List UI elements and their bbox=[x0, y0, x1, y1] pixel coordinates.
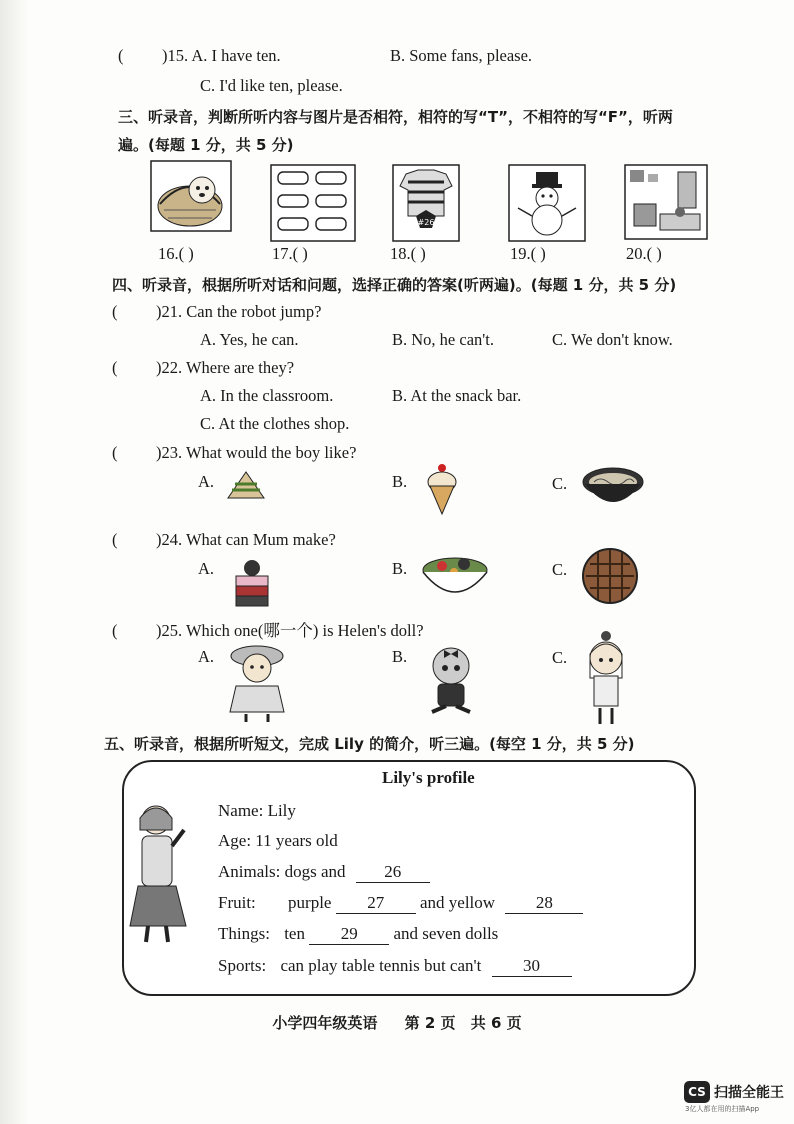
q15-option-b: B. Some fans, please. bbox=[390, 46, 533, 65]
q25-option-c: C. bbox=[552, 648, 568, 667]
profile-animals-row bbox=[218, 862, 430, 883]
question-number: )21. bbox=[156, 302, 183, 321]
fruit-value-purple: purple bbox=[288, 893, 332, 912]
profile-age-row bbox=[218, 831, 338, 851]
section3-title-2: 遍。(每题 1 分，共 5 分) bbox=[118, 136, 294, 154]
answer-paren: ( bbox=[112, 621, 118, 640]
things-value-ten: ten bbox=[284, 924, 305, 943]
camscanner-logo-icon: CS bbox=[684, 1081, 710, 1103]
sandwich-picture bbox=[224, 468, 268, 504]
q24-option-a: A. bbox=[198, 559, 215, 578]
answer-paren: ( bbox=[112, 358, 118, 377]
lily-picture bbox=[128, 802, 194, 948]
animals-value: dogs and bbox=[284, 862, 346, 881]
q22-option-c: C. At the clothes shop. bbox=[200, 414, 350, 433]
camscanner-name: 扫描全能王 bbox=[714, 1085, 784, 1101]
profile-things-row bbox=[218, 924, 498, 945]
q21-option-a: A. Yes, he can. bbox=[200, 330, 299, 349]
doll-b-picture bbox=[424, 642, 478, 722]
q20-label: 20.( ) bbox=[626, 244, 662, 263]
q19-label: 19.( ) bbox=[510, 244, 546, 263]
q23-option-b: B. bbox=[392, 472, 408, 491]
q22-option-b: B. At the snack bar. bbox=[392, 386, 522, 405]
profile-sports-row bbox=[218, 956, 572, 977]
q23-row bbox=[112, 443, 356, 463]
q25-option-a: A. bbox=[198, 647, 215, 666]
section4-title: 四、听录音，根据所听对话和问题，选择正确的答案(听两遍)。(每题 1 分，共 5 分) bbox=[112, 276, 677, 294]
blank-30[interactable]: 30 bbox=[492, 956, 572, 977]
q24-option-b: B. bbox=[392, 559, 408, 578]
name-value: Lily bbox=[267, 801, 296, 820]
question-text: Which one(哪一个) is Helen's doll? bbox=[185, 621, 424, 640]
answer-paren: ( bbox=[112, 530, 118, 549]
fruit-value-yellow: and yellow bbox=[419, 893, 496, 912]
question-text: What can Mum make? bbox=[185, 530, 336, 549]
q23-option-c: C. bbox=[552, 474, 568, 493]
answer-paren: ( bbox=[112, 443, 118, 462]
scan-shadow bbox=[0, 0, 30, 1124]
sports-label: Sports: bbox=[218, 956, 267, 975]
q24-row bbox=[112, 530, 336, 550]
q24-option-c: C. bbox=[552, 560, 568, 579]
page-footer bbox=[0, 1012, 794, 1033]
football-shirt-picture bbox=[392, 164, 460, 242]
section3-title: 三、听录音，判断所听内容与图片是否相符，相符的写“T”，不相符的写“F”，听两 bbox=[118, 108, 673, 126]
question-number: )22. bbox=[156, 358, 183, 377]
camscanner-tagline: 3亿人都在用的扫描App bbox=[685, 1105, 760, 1113]
q21-option-c: C. We don't know. bbox=[552, 330, 673, 349]
doll-a-picture bbox=[222, 640, 292, 726]
blank-27[interactable]: 27 bbox=[336, 893, 416, 914]
q15-option-c: C. I'd like ten, please. bbox=[200, 76, 343, 95]
ice-cream-picture bbox=[424, 462, 460, 516]
snowman-picture bbox=[508, 164, 586, 242]
toy-cars-picture bbox=[270, 164, 356, 242]
bedroom-picture bbox=[624, 164, 708, 240]
answer-paren: ( bbox=[112, 302, 118, 321]
question-text: Where are they? bbox=[185, 358, 295, 377]
profile-title: Lily's profile bbox=[382, 768, 475, 787]
option-a: A. I have ten. bbox=[191, 46, 281, 65]
profile-fruit-row bbox=[218, 893, 583, 914]
question-number: )15. bbox=[162, 46, 189, 65]
age-label: Age: bbox=[218, 831, 252, 850]
things-value-dolls: and seven dolls bbox=[393, 924, 499, 943]
answer-paren: ( bbox=[118, 46, 124, 65]
q21-option-b: B. No, he can't. bbox=[392, 330, 494, 349]
question-number: )24. bbox=[156, 530, 183, 549]
noodles-bowl-picture bbox=[580, 462, 646, 514]
q23-option-a: A. bbox=[198, 472, 215, 491]
q15-row bbox=[118, 46, 281, 66]
footer-total: 共 6 页 bbox=[470, 1014, 522, 1032]
salad-bowl-picture bbox=[420, 550, 490, 606]
profile-name-row bbox=[218, 801, 296, 821]
section5-title: 五、听录音，根据所听短文，完成 Lily 的简介，听三遍。(每空 1 分，共 5 分) bbox=[104, 735, 635, 753]
age-value: 11 years old bbox=[255, 831, 338, 850]
q22-option-a: A. In the classroom. bbox=[200, 386, 334, 405]
q22-row bbox=[112, 358, 294, 378]
doll-c-picture bbox=[582, 628, 630, 728]
puppy-basket-picture bbox=[150, 160, 232, 232]
animals-label: Animals: bbox=[218, 862, 281, 881]
q18-label: 18.( ) bbox=[390, 244, 426, 263]
question-text: Can the robot jump? bbox=[186, 302, 322, 321]
cake-picture bbox=[230, 550, 274, 612]
question-number: )25. bbox=[156, 621, 183, 640]
footer-subject: 小学四年级英语 bbox=[272, 1014, 378, 1032]
q17-label: 17.( ) bbox=[272, 244, 308, 263]
q21-row bbox=[112, 302, 321, 322]
blank-26[interactable]: 26 bbox=[356, 862, 430, 883]
name-label: Name: bbox=[218, 801, 264, 820]
question-text: What would the boy like? bbox=[185, 443, 357, 462]
pie-picture bbox=[580, 546, 640, 606]
fruit-label: Fruit: bbox=[218, 893, 256, 912]
question-number: )23. bbox=[156, 443, 183, 462]
blank-29[interactable]: 29 bbox=[309, 924, 389, 945]
q16-label: 16.( ) bbox=[158, 244, 194, 263]
footer-page: 第 2 页 bbox=[404, 1014, 456, 1032]
shirt-number: #26 bbox=[417, 218, 435, 227]
things-label: Things: bbox=[218, 924, 270, 943]
q25-row bbox=[112, 617, 424, 641]
q25-option-b: B. bbox=[392, 647, 408, 666]
blank-28[interactable]: 28 bbox=[505, 893, 583, 914]
sports-value: can play table tennis but can't bbox=[280, 956, 482, 975]
